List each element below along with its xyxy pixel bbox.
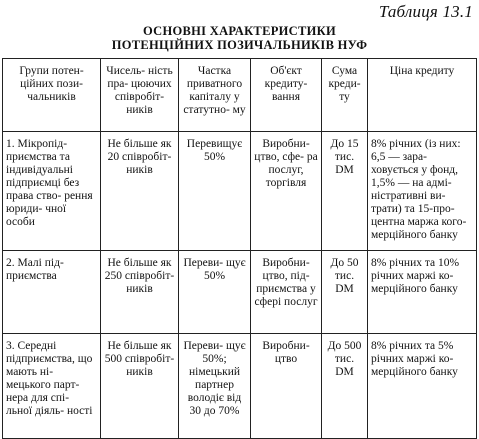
cell-object: Виробни- цтво, сфе- ра послуг, торгівля: [251, 132, 322, 251]
table-title-line-1: ОСНОВНІ ХАРАКТЕРИСТИКИ: [142, 24, 337, 38]
cell-employees: Не більше як 500 співробіт- ників: [101, 334, 179, 439]
table-row: [3, 132, 477, 251]
cell-price: 8% річних та 10% річних маржі ко- мерційного банку: [368, 251, 477, 334]
table-row: [3, 334, 477, 439]
cell-amount: До 15 тис. DM: [322, 132, 368, 251]
cell-group: 3. Середні підприємства, що мають ні- мецького парт- нера для спі- льної діяль- ності: [3, 334, 101, 439]
cell-price: 8% річних (із них: 6,5 — зара- ховується у фонд, 1,5% — на адмі- ністративні ви- трати) та 15-про- центна маржа кого- мерційного банку: [368, 132, 477, 251]
cell-object: Виробни- цтво, під- приємства у сфері послуг: [251, 251, 322, 334]
borrowers-table: [2, 58, 477, 439]
cell-capital-share: Перевищує 50%: [179, 132, 251, 251]
table-number: Таблиця 13.1: [378, 2, 473, 21]
header-borrower-groups: Групи потен- ційних пози- чальників: [3, 59, 101, 132]
cell-price: 8% річних та 5% річних маржі ко- мерційного банку: [368, 334, 477, 439]
cell-employees: Не більше як 20 співробіт- ників: [101, 132, 179, 251]
table-row: [3, 251, 477, 334]
header-credit-object: Об'єкт кредиту- вання: [251, 59, 322, 132]
header-employees: Чисель- ність пра- цюючих співробіт- ників: [101, 59, 179, 132]
cell-capital-share: Переви- щує 50%; німецький партнер володіє від 30 до 70%: [179, 334, 251, 439]
header-private-capital-share: Частка приватного капіталу у статутно- му: [179, 59, 251, 132]
cell-employees: Не більше як 250 співробіт- ників: [101, 251, 179, 334]
header-credit-amount: Сума креди- ту: [322, 59, 368, 132]
cell-capital-share: Переви- щує 50%: [179, 251, 251, 334]
cell-group: 1. Мікропід- приємства та індивідуальні підприємці без права ство- рення юриди- чної особи: [3, 132, 101, 251]
cell-amount: До 50 тис. DM: [322, 251, 368, 334]
cell-object: Виробни- цтво: [251, 334, 322, 439]
table-header-row: [3, 59, 477, 132]
table-title-line-2: ПОТЕНЦІЙНИХ ПОЗИЧАЛЬНИКІВ НУФ: [111, 38, 368, 52]
cell-amount: До 500 тис. DM: [322, 334, 368, 439]
cell-group: 2. Малі під- приємства: [3, 251, 101, 334]
header-credit-price: Ціна кредиту: [368, 59, 477, 132]
